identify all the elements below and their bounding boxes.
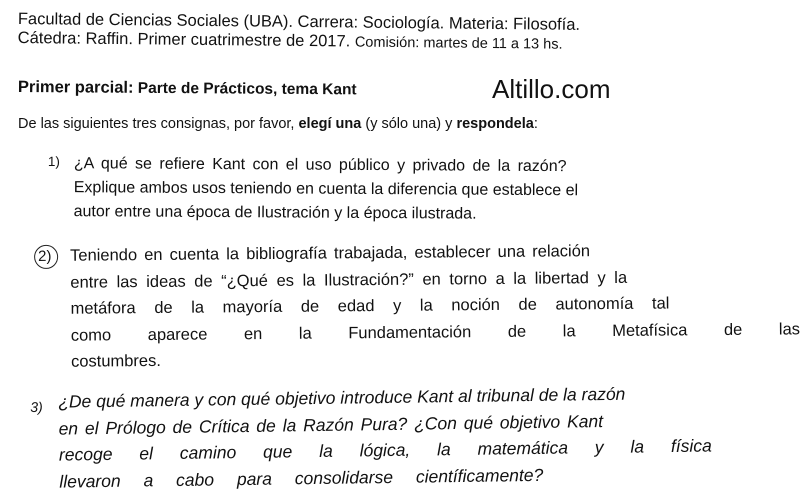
question-line: como aparece en la Fundamentación de la Metafísica de las — [70, 319, 800, 345]
question-line: Teniendo en cuenta la bibliografía trabajada, establecer una relación — [70, 242, 591, 265]
header-comision: Comisión: martes de 11 a 13 hs. — [354, 34, 563, 53]
question-line: ¿A qué se refiere Kant con el uso público y privado de la razón? — [73, 155, 567, 176]
question-text — [74, 152, 579, 227]
question-1 — [47, 152, 658, 223]
question-line: entre las ideas de “¿Qué es la Ilustración?” en torno a la libertad y la — [70, 268, 628, 292]
question-line: metáfora de la mayoría de edad y la noción de autonomía tal — [70, 294, 670, 318]
instructions — [18, 116, 538, 132]
watermark: Altillo.com — [492, 74, 611, 104]
instructions-part-1: De las siguientes tres consignas, por favor, — [18, 116, 295, 132]
question-number: 3) — [30, 398, 43, 415]
exam-title-label: Primer parcial: — [17, 78, 134, 97]
question-line: Explique ambos usos teniendo en cuenta la diferencia que establece el — [73, 179, 579, 200]
question-line: recoge el camino que la lógica, la matemática y la física — [58, 435, 712, 465]
instructions-bold-1: elegí una — [298, 116, 362, 132]
question-line: ¿De qué manera y con qué objetivo introduce Kant al tribunal de la razón — [58, 383, 626, 412]
header-catedra: Cátedra: Raffin. Primer cuatrimestre de 2017. — [17, 28, 351, 51]
question-2 — [36, 238, 800, 371]
header-line-1: Facultad de Ciencias Sociales (UBA). Carrera: Sociología. Materia: Filosofía. — [17, 10, 581, 34]
question-line: autor entre una época de Ilustración y la época ilustrada. — [73, 203, 477, 223]
instructions-bold-2: respondela — [456, 116, 534, 132]
question-line: en el Prólogo de Crítica de la Razón Pura? ¿Con qué objetivo Kant — [58, 410, 604, 439]
question-text — [70, 236, 800, 375]
question-line: costumbres. — [70, 351, 161, 371]
exam-title-subject: Parte de Prácticos, tema Kant — [137, 79, 357, 99]
question-line: llevaron a cabo para consolidarse científicamente? — [59, 464, 544, 492]
exam-header — [18, 10, 688, 56]
instructions-part-2: (y sólo una) y — [365, 116, 453, 132]
question-3 — [30, 376, 712, 492]
instructions-part-3: : — [533, 116, 538, 132]
exam-title — [18, 78, 357, 99]
question-text — [58, 379, 712, 494]
question-number: 2) — [38, 247, 52, 265]
question-number: 1) — [47, 153, 61, 170]
